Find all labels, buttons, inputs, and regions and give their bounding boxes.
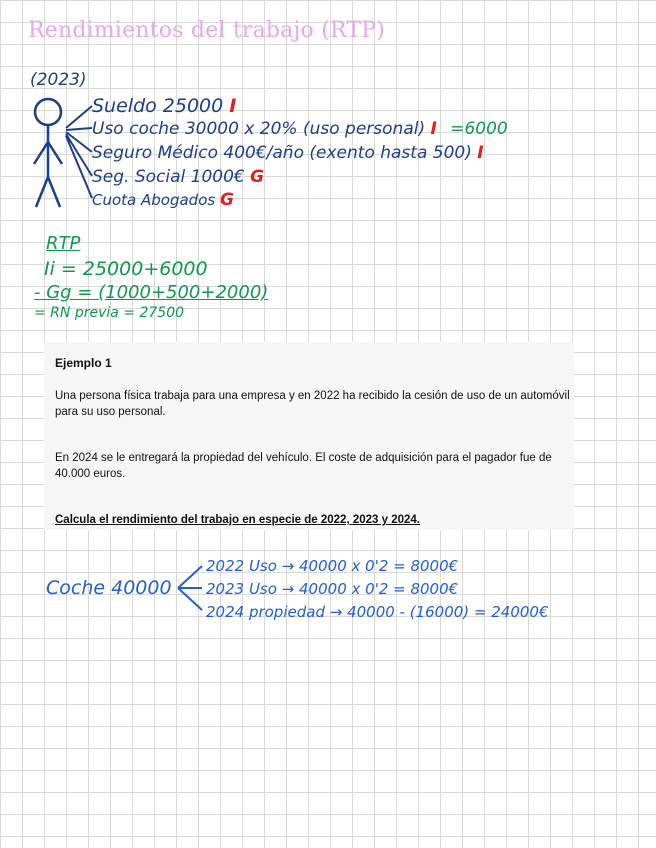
example-paragraph-1: Una persona física trabaja para una empresa y en 2022 ha recibido la cesión de uso de un automóvil para su uso personal. (55, 390, 570, 418)
branch-arrow-icon (176, 560, 206, 616)
item-text: Seguro Médico 400€/año (exento hasta 500) (92, 143, 472, 163)
coche-line-2023: 2023 Uso → 40000 x 0'2 = 8000€ (206, 580, 459, 598)
page-title: Rendimientos del trabajo (RTP) (28, 18, 386, 43)
item-seguro-medico (92, 143, 484, 163)
item-sueldo (92, 95, 236, 117)
stick-figure-icon (30, 92, 100, 212)
example-heading: Ejemplo 1 (55, 356, 112, 370)
item-tag: G (250, 167, 265, 187)
item-uso-coche (92, 119, 508, 139)
rtp-line1: Ii = 25000+6000 (44, 258, 208, 280)
rtp-line3: = RN previa = 27500 (34, 305, 185, 321)
item-tag: I (430, 119, 437, 139)
item-tag: I (229, 95, 237, 117)
item-extra: =6000 (450, 119, 508, 139)
coche-label: Coche 40000 (46, 577, 172, 599)
item-tag: G (219, 190, 234, 210)
coche-line-2022: 2022 Uso → 40000 x 0'2 = 8000€ (206, 557, 459, 575)
coche-line-2024: 2024 propiedad → 40000 - (16000) = 24000€ (206, 603, 549, 621)
item-tag: I (477, 143, 484, 163)
item-text: Uso coche 30000 x 20% (uso personal) (92, 119, 426, 139)
example-paragraph-2: En 2024 se le entregará la propiedad del vehículo. El coste de adquisición para el pagador fue de 40.000 euros. (55, 452, 552, 480)
year-label: (2023) (30, 70, 87, 90)
item-cuota-abogados (92, 190, 234, 210)
item-text: Seg. Social 1000€ (92, 167, 245, 187)
example-question: Calcula el rendimiento del trabajo en especie de 2022, 2023 y 2024. (55, 514, 420, 526)
rtp-heading: RTP (46, 233, 81, 254)
example-card (44, 342, 574, 530)
item-seg-social (92, 167, 264, 187)
item-text: Sueldo 25000 (92, 95, 224, 117)
rtp-line2: - Gg = (1000+500+2000) (34, 282, 269, 303)
item-text: Cuota Abogados (92, 191, 216, 209)
